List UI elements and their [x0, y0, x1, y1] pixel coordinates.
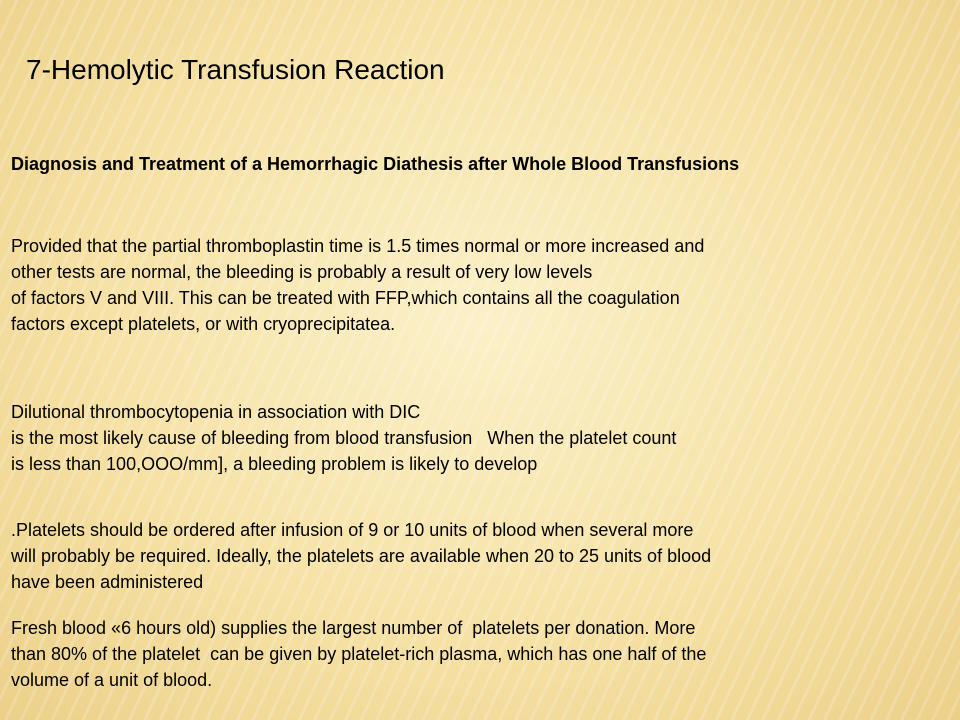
- paragraph-line: Dilutional thrombocytopenia in association with DIC: [11, 402, 421, 422]
- paragraph-ptt-treatment: [11, 233, 956, 337]
- paragraph-line: other tests are normal, the bleeding is probably a result of very low levels: [11, 262, 593, 282]
- section-heading: Diagnosis and Treatment of a Hemorrhagic Diathesis after Whole Blood Transfusions: [11, 154, 740, 174]
- paragraph-line: than 80% of the platelet can be given by platelet-rich plasma, which has one half of the: [11, 644, 707, 664]
- paragraph-platelet-ordering: [11, 517, 956, 595]
- paragraph-line: Fresh blood «6 hours old) supplies the largest number of platelets per donation. More: [11, 618, 696, 638]
- paragraph-line: of factors V and VIII. This can be treated with FFP,which contains all the coagulation: [11, 288, 680, 308]
- paragraph-line: Provided that the partial thromboplastin time is 1.5 times normal or more increased and: [11, 236, 705, 256]
- paragraph-line: will probably be required. Ideally, the platelets are available when 20 to 25 units of blood: [11, 546, 712, 566]
- paragraph-fresh-blood: [11, 615, 956, 693]
- paragraph-line: volume of a unit of blood.: [11, 670, 213, 690]
- paragraph-line: .Platelets should be ordered after infusion of 9 or 10 units of blood when several more: [11, 520, 694, 540]
- paragraph-dilutional-thrombocytopenia: [11, 399, 956, 477]
- paragraph-line: have been administered: [11, 572, 204, 592]
- paragraph-line: is the most likely cause of bleeding from blood transfusion When the platelet count: [11, 428, 677, 448]
- slide-title: 7-Hemolytic Transfusion Reaction: [26, 54, 445, 85]
- paragraph-line: is less than 100,OOO/mm], a bleeding problem is likely to develop: [11, 454, 538, 474]
- paragraph-line: factors except platelets, or with cryoprecipitatea.: [11, 314, 396, 334]
